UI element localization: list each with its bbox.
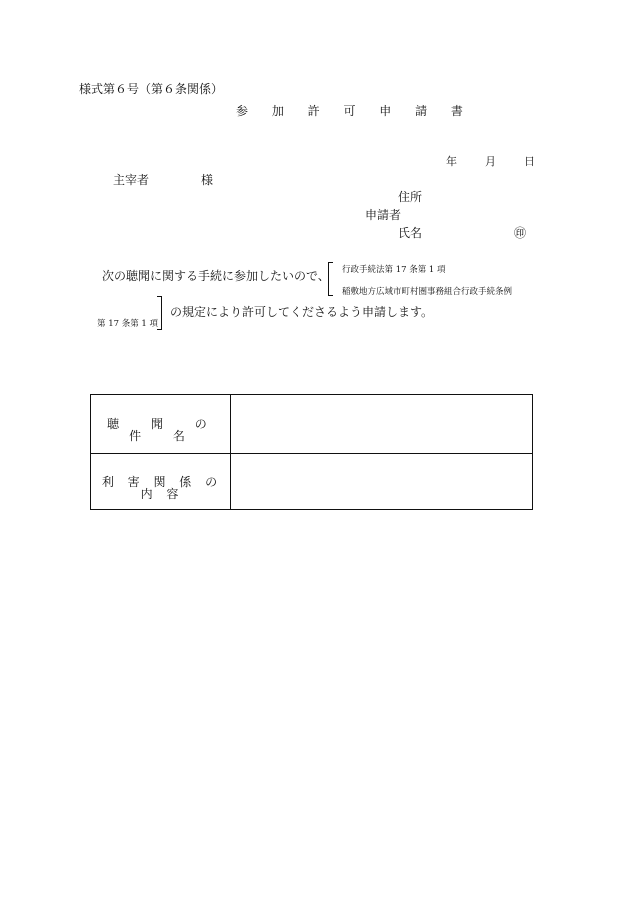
- info-table: [90, 394, 533, 510]
- hearing-title-field[interactable]: [231, 395, 532, 452]
- address-label: 住所: [398, 190, 423, 204]
- date-year: 年: [446, 155, 457, 168]
- addressee-suffix: 様: [201, 173, 214, 187]
- body-text-line2: の規定により許可してくださるよう申請します。: [170, 305, 434, 319]
- date-day: 日: [524, 155, 535, 168]
- name-label: 氏名: [398, 226, 423, 240]
- applicant-label: 申請者: [365, 208, 402, 222]
- seal-mark: ㊞: [514, 226, 527, 240]
- legal-ref-option1: 行政手続法第 17 条第 1 項: [342, 265, 446, 275]
- date-month: 月: [485, 155, 496, 168]
- form-number: 様式第６号（第６条関係）: [79, 82, 224, 96]
- legal-ref-option3: 第 17 条第 1 項: [97, 319, 159, 329]
- body-text-line1: 次の聴聞に関する手続に参加したいので、: [102, 269, 330, 283]
- addressee: [113, 174, 213, 186]
- bracket-left: [328, 262, 333, 296]
- legal-ref-option2: 稲敷地方広域市町村圏事務組合行政手続条例: [342, 287, 513, 297]
- interest-content-field[interactable]: [231, 454, 532, 511]
- hearing-title-label: 聴 聞 の 件 名: [107, 417, 221, 443]
- addressee-label: 主宰者: [113, 173, 150, 187]
- interest-content-label: 利 害 関 係 の 内 容: [101, 475, 223, 501]
- bracket-right: [157, 296, 162, 330]
- document-title: 参 加 許 可 申 請 書: [236, 104, 473, 118]
- date-line: [446, 156, 535, 167]
